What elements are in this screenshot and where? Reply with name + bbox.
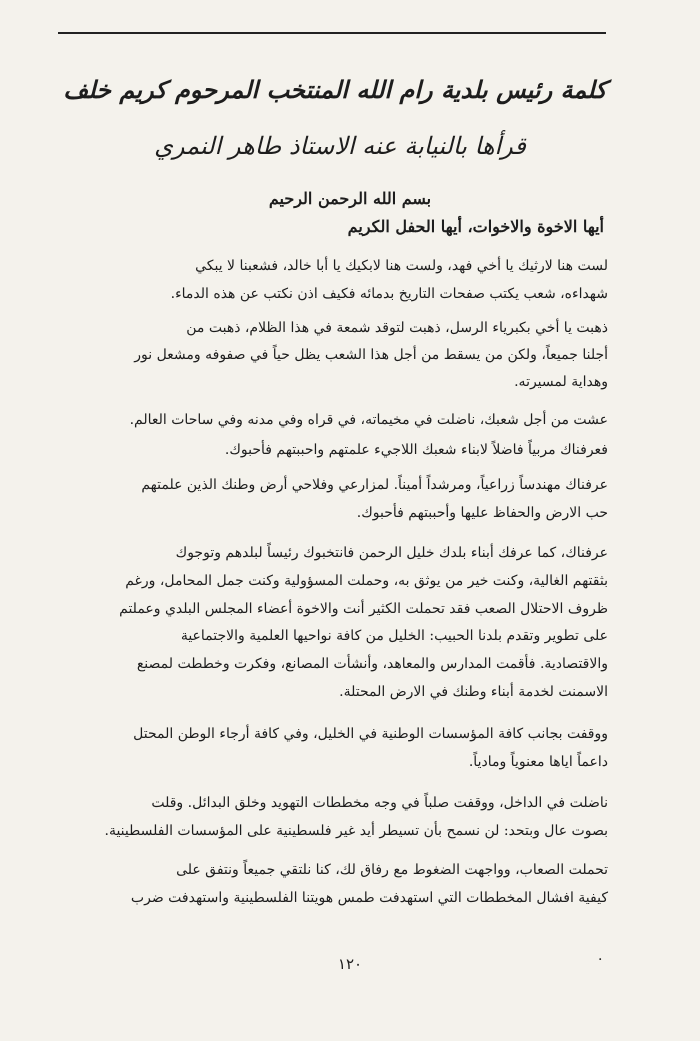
salutation: أيها الاخوة والاخوات، أيها الحفل الكريم (347, 217, 604, 236)
margin-dot: · (598, 952, 603, 968)
body-line: الاسمنت لخدمة أبناء وطنك في الارض المحتلة. (339, 684, 608, 700)
body-line: ووقفت بجانب كافة المؤسسات الوطنية في الخليل، وفي كافة أرجاء الوطن المحتل (133, 726, 608, 742)
body-line: بثقتهم الغالية، وكنت خير من يوثق به، وحملت المسؤولية وكنت جمل المحامل، ورغم (125, 573, 608, 589)
body-line: ذهبت يا أخي بكبرياء الرسل، ذهبت لتوقد شمعة في هذا الظلام، ذهبت من (186, 320, 608, 336)
body-line: وهداية لمسيرته. (514, 374, 608, 390)
basmala: بسم الله الرحمن الرحيم (268, 189, 432, 208)
body-line: حب الارض والحفاظ عليها وأحببتهم فأحبوك. (356, 505, 608, 521)
body-line: عرفناك، كما عرفك أبناء بلدك خليل الرحمن فانتخبوك رئيساً لبلدهم وتوجوك (175, 545, 608, 561)
body-line: بصوت عال وبتحد: لن نسمح بأن تسيطر أيد غير فلسطينية على المؤسسات الفلسطينية. (104, 823, 608, 839)
body-line: عرفناك مهندساً زراعياً، ومرشداً أميناً. لمزارعي وفلاحي أرض وطنك الذين علمتهم (141, 477, 608, 493)
body-line: ناضلت في الداخل، ووقفت صلباً في وجه مخططات التهويد وخلق البدائل. وقلت (151, 795, 608, 811)
body-line: لست هنا لارثيك يا أخي فهد، ولست هنا لابكيك يا أبا خالد، فشعبنا لا يبكي (195, 258, 608, 274)
body-line: عشت من أجل شعبك، ناضلت في مخيماته، في قراه وفي مدنه وفي ساحات العالم. (129, 412, 608, 428)
body-line: أجلنا جميعاً، ولكن من يسقط من أجل هذا الشعب يظل حياً في صفوفه ومشعل نور (134, 347, 608, 363)
page-title: كلمة رئيس بلدية رام الله المنتخب المرحوم كريم خلف (63, 75, 607, 104)
page-subtitle: قرأها بالنيابة عنه الاستاذ طاهر النمري (154, 132, 526, 160)
body-line: ظروف الاحتلال الصعب فقد تحملت الكثير أنت والاخوة أعضاء المجلس البلدي وعملتم (119, 601, 608, 617)
body-line: فعرفناك مربياً فاضلاً لابناء شعبك اللاجيء علمتهم واحببتهم فأحبوك. (224, 442, 608, 458)
body-line: على تطوير وتقدم بلدنا الحبيب: الخليل من كافة نواحيها العلمية والاجتماعية (180, 628, 608, 644)
body-line: والاقتصادية. فأقمت المدارس والمعاهد، وأنشأت المصانع، وفكرت وخططت لمصنع (136, 656, 608, 672)
top-rule (58, 32, 606, 34)
body-line: كيفية افشال المخططات التي استهدفت طمس هويتنا الفلسطينية واستهدفت ضرب (130, 890, 608, 906)
body-line: شهداءه، شعب يكتب صفحات التاريخ بدمائه فكيف اذن نكتب عن هذه الدماء. (170, 286, 608, 302)
body-line: تحملت الصعاب، وواجهت الضغوط مع رفاق لك، كنا نلتقي جميعاً ونتفق على (176, 862, 608, 878)
page-number: ١٢٠ (337, 955, 363, 973)
body-line: داعماً اياها معنوياً ومادياً. (468, 754, 608, 770)
